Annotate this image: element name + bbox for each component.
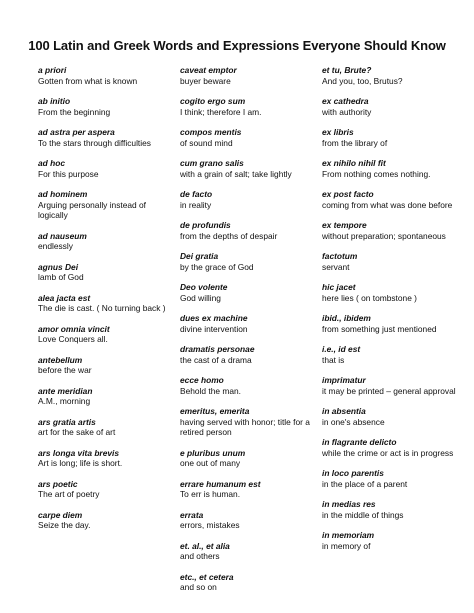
entry-meaning: errors, mistakes — [180, 520, 240, 530]
glossary-entry — [322, 530, 462, 551]
glossary-entry — [180, 220, 315, 241]
glossary-entry — [180, 158, 315, 179]
entry-meaning: from the depths of despair — [180, 230, 278, 241]
entry-meaning: and others — [180, 551, 220, 561]
entry-term: ante meridian — [38, 385, 93, 396]
entry-meaning: divine intervention — [180, 323, 248, 334]
entry-term: errata — [180, 509, 204, 520]
entry-meaning: The art of poetry — [38, 489, 100, 499]
entry-meaning: in the place of a parent — [322, 478, 408, 489]
entry-term: carpe diem — [38, 509, 83, 520]
glossary-entry — [322, 282, 462, 303]
entry-term: et tu, Brute? — [322, 65, 372, 75]
entry-meaning: And you, too, Brutus? — [322, 75, 403, 86]
entry-meaning: Love Conquers all. — [38, 334, 108, 344]
entry-term: alea jacta est — [38, 292, 91, 303]
entry-meaning: Seize the day. — [38, 520, 91, 530]
entry-term: de profundis — [180, 220, 231, 230]
glossary-entry — [180, 127, 315, 148]
entry-term: dramatis personae — [180, 344, 255, 354]
glossary-entry — [38, 510, 173, 531]
entry-term: antebellum — [38, 354, 83, 365]
entry-meaning: with a grain of salt; take lightly — [180, 168, 292, 179]
glossary-entry — [180, 541, 315, 562]
entry-meaning: it may be printed – general approval — [322, 385, 456, 396]
glossary-entry — [38, 417, 173, 438]
entry-term: ex libris — [322, 127, 354, 137]
glossary-entry — [38, 262, 173, 283]
entry-meaning: Arguing personally instead of logically — [38, 199, 147, 220]
glossary-entry — [322, 220, 462, 241]
entry-term: ab initio — [38, 96, 71, 106]
entry-meaning: To the stars through difficulties — [38, 137, 151, 148]
entry-meaning: with authority — [322, 106, 372, 117]
glossary-entry — [180, 96, 315, 117]
entry-meaning: From nothing comes nothing. — [322, 168, 431, 179]
glossary-entry — [38, 355, 173, 376]
glossary-entry — [38, 293, 173, 314]
entry-term: et. al., et alia — [180, 540, 230, 551]
glossary-entry — [38, 158, 173, 179]
entry-meaning: in the middle of things — [322, 509, 404, 520]
entry-meaning: by the grace of God — [180, 261, 254, 272]
entry-term: ad astra per aspera — [38, 127, 115, 137]
glossary-entry — [322, 375, 462, 396]
glossary-entry — [38, 127, 173, 148]
glossary-entry — [38, 65, 173, 86]
entry-term: ibid., ibidem — [322, 313, 371, 323]
entry-term: de facto — [180, 189, 213, 199]
entry-term: amor omnia vincit — [38, 323, 110, 334]
entry-meaning: coming from what was done before — [322, 199, 453, 210]
entry-meaning: I think; therefore I am. — [180, 106, 262, 117]
entry-term: in absentia — [322, 406, 366, 416]
entry-term: errare humanum est — [180, 478, 261, 489]
entry-term: imprimatur — [322, 375, 366, 385]
entry-term: a priori — [38, 65, 67, 75]
column-2 — [180, 65, 315, 603]
glossary-entry — [322, 158, 462, 179]
glossary-entry — [180, 344, 315, 365]
entry-meaning: servant — [322, 261, 350, 272]
glossary-entry — [322, 499, 462, 520]
entry-meaning: from something just mentioned — [322, 323, 437, 334]
entry-term: ecce homo — [180, 375, 224, 385]
glossary-entry — [180, 572, 315, 593]
glossary-entry — [38, 231, 173, 252]
glossary-entry — [322, 344, 462, 365]
entry-meaning: here lies ( on tombstone ) — [322, 292, 417, 303]
glossary-entry — [38, 189, 173, 221]
glossary-entry — [38, 386, 173, 407]
entry-meaning: lamb of God — [38, 272, 84, 282]
entry-meaning: from the library of — [322, 137, 388, 148]
entry-term: ars gratia artis — [38, 416, 96, 427]
entry-term: factotum — [322, 251, 358, 261]
entry-meaning: God willing — [180, 292, 221, 303]
entry-term: compos mentis — [180, 127, 242, 137]
entry-meaning: endlessly — [38, 241, 73, 251]
entry-meaning: buyer beware — [180, 75, 231, 86]
entry-term: ex post facto — [322, 189, 374, 199]
entry-term: e pluribus unum — [180, 447, 246, 458]
entry-meaning: before the war — [38, 365, 92, 375]
glossary-entry — [180, 189, 315, 210]
entry-term: cogito ergo sum — [180, 96, 246, 106]
glossary-entry — [322, 437, 462, 458]
glossary-entry — [322, 313, 462, 334]
entry-meaning: The die is cast. ( No turning back ) — [38, 303, 166, 313]
entry-term: i.e., id est — [322, 344, 361, 354]
entry-meaning: while the crime or act is in progress — [322, 447, 454, 458]
entry-term: ars poetic — [38, 478, 78, 489]
glossary-entry — [180, 282, 315, 303]
entry-meaning: To err is human. — [180, 489, 241, 499]
entry-meaning: one out of many — [180, 458, 241, 468]
glossary-entry — [322, 65, 462, 86]
entry-term: in loco parentis — [322, 468, 384, 478]
entry-term: etc., et cetera — [180, 571, 234, 582]
entry-meaning: without preparation; spontaneous — [322, 230, 446, 241]
entry-meaning: the cast of a drama — [180, 354, 252, 365]
glossary-entry — [180, 251, 315, 272]
entry-term: dues ex machine — [180, 313, 248, 323]
entry-meaning: Behold the man. — [180, 385, 241, 396]
entry-meaning: having served with honor; title for a retired person — [180, 416, 310, 437]
entry-term: hic jacet — [322, 282, 356, 292]
entry-meaning: in one's absence — [322, 416, 385, 427]
glossary-entry — [322, 96, 462, 117]
entry-term: in flagrante delicto — [322, 437, 397, 447]
column-1 — [38, 65, 173, 541]
entry-meaning: and so on — [180, 582, 217, 592]
glossary-entry — [38, 324, 173, 345]
entry-term: in medias res — [322, 499, 376, 509]
glossary-entry — [322, 406, 462, 427]
glossary-entry — [38, 448, 173, 469]
entry-term: ad nauseum — [38, 230, 87, 241]
column-3 — [322, 65, 462, 561]
glossary-entry — [38, 479, 173, 500]
entry-meaning: art for the sake of art — [38, 427, 116, 437]
glossary-entry — [322, 189, 462, 210]
glossary-entry — [322, 127, 462, 148]
glossary-entry — [322, 251, 462, 272]
glossary-entry — [180, 510, 315, 531]
entry-term: ad hominem — [38, 189, 88, 199]
entry-meaning: in reality — [180, 199, 212, 210]
entry-meaning: A.M., morning — [38, 396, 91, 406]
entry-term: ex nihilo nihil fit — [322, 158, 386, 168]
entry-meaning: Gotten from what is known — [38, 75, 138, 86]
entry-meaning: For this purpose — [38, 168, 99, 179]
entry-term: ars longa vita brevis — [38, 447, 119, 458]
glossary-entry — [322, 468, 462, 489]
glossary-entry — [180, 65, 315, 86]
entry-term: Deo volente — [180, 282, 228, 292]
entry-meaning: From the beginning — [38, 106, 111, 117]
entry-meaning: of sound mind — [180, 137, 233, 148]
glossary-entry — [180, 479, 315, 500]
entry-term: emeritus, emerita — [180, 406, 250, 416]
entry-term: agnus Dei — [38, 261, 79, 272]
glossary-entry — [180, 375, 315, 396]
entry-meaning: Art is long; life is short. — [38, 458, 123, 468]
glossary-entry — [180, 448, 315, 469]
page-title: 100 Latin and Greek Words and Expressions Everyone Should Know — [28, 38, 446, 53]
entry-term: caveat emptor — [180, 65, 237, 75]
entry-meaning: that is — [322, 354, 345, 365]
entry-term: cum grano salis — [180, 158, 244, 168]
entry-term: ad hoc — [38, 158, 65, 168]
entry-meaning: in memory of — [322, 540, 371, 551]
entry-term: ex cathedra — [322, 96, 369, 106]
entry-term: ex tempore — [322, 220, 367, 230]
entry-term: Dei gratia — [180, 251, 219, 261]
glossary-entry — [38, 96, 173, 117]
glossary-entry — [180, 406, 315, 438]
entry-term: in memoriam — [322, 530, 375, 540]
glossary-entry — [180, 313, 315, 334]
